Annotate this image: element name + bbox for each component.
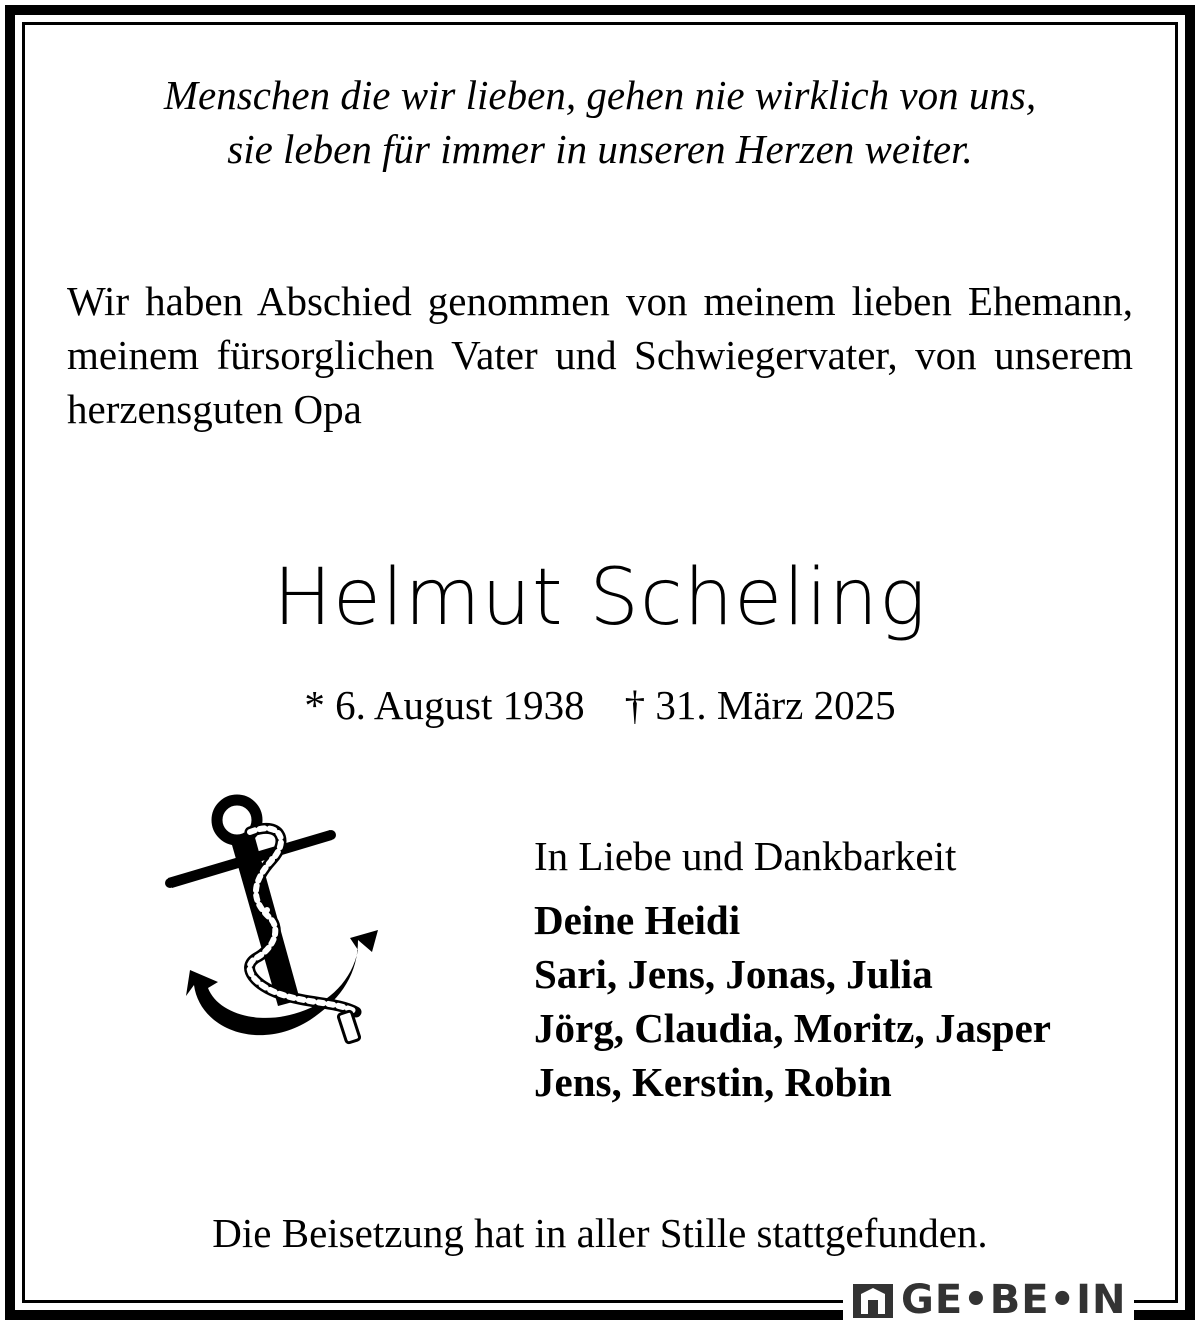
anchor-icon	[160, 790, 390, 1055]
family-list	[534, 893, 1154, 1109]
family-line: Jens, Kerstin, Robin	[534, 1059, 892, 1105]
family-line: Sari, Jens, Jonas, Julia	[534, 951, 933, 997]
deceased-name: Helmut Scheling	[273, 553, 927, 643]
gebein-logo	[843, 1276, 1134, 1324]
motto-line-2: sie leben für immer in unseren Herzen weiter.	[227, 126, 973, 172]
life-dates	[0, 678, 1200, 732]
motto-verse	[0, 68, 1200, 176]
birth-date: * 6. August 1938	[304, 682, 585, 728]
death-date: † 31. März 2025	[624, 682, 896, 728]
signoff-text: In Liebe und Dankbarkeit	[534, 833, 957, 879]
inner-border	[22, 22, 1178, 1303]
family-line: Jörg, Claudia, Moritz, Jasper	[534, 1005, 1051, 1051]
motto-line-1: Menschen die wir lieben, gehen nie wirklich von uns,	[163, 72, 1037, 118]
gebein-logo-icon	[851, 1280, 895, 1320]
gebein-logo-text: GE•BE•IN	[901, 1277, 1127, 1323]
closing-note: Die Beisetzung hat in aller Stille stattgefunden.	[212, 1210, 988, 1256]
family-line: Deine Heidi	[534, 897, 741, 943]
intro-text: Wir haben Abschied genommen von meinem lieben Ehemann, meinem fürsorglichen Vater und Schwiegervater, von unserem herzensguten Opa	[67, 278, 1133, 432]
